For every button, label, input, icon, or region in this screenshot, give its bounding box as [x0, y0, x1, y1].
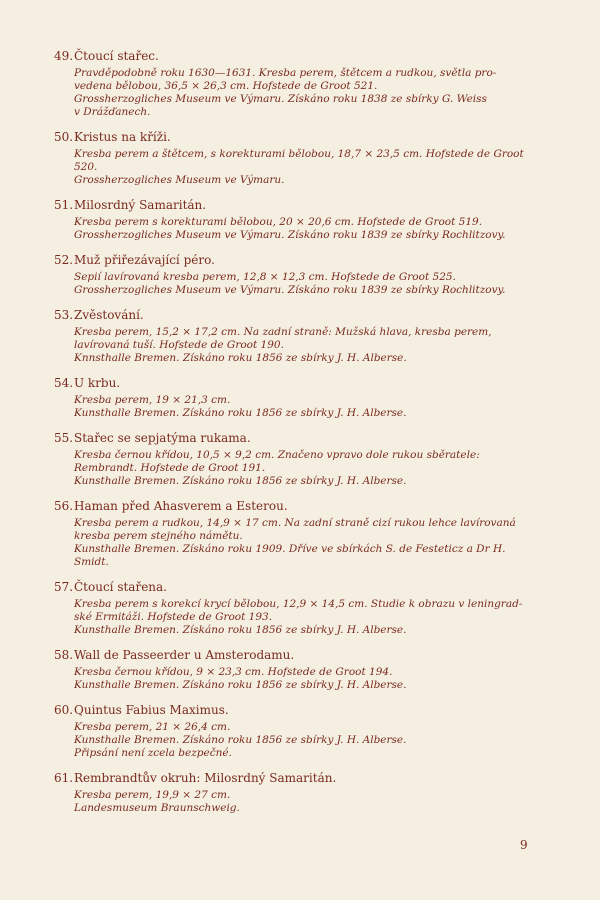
- description-line: Kresba perem, 19,9 × 27 cm.: [74, 789, 231, 801]
- description-line: Kresba perem a rudkou, 14,9 × 17 cm. Na zadní straně cizí rukou lehce lavírovaná: [74, 517, 516, 529]
- description-line: Landesmuseum Braunschweig.: [74, 802, 240, 814]
- entry-title: Čtoucí stařec.: [74, 49, 159, 63]
- description-line: vedena bělobou, 36,5 × 26,3 cm. Hofstede de Groot 521.: [74, 80, 378, 92]
- entry-description: [74, 216, 554, 242]
- description-line: Knnsthalle Bremen. Získáno roku 1856 ze sbírky J. H. Alberse.: [74, 352, 407, 364]
- description-line: v Drážďanech.: [74, 106, 151, 118]
- entry-title: Quintus Fabius Maximus.: [74, 703, 229, 717]
- catalog-entry: [54, 647, 554, 692]
- description-line: Kresba perem, 15,2 × 17,2 cm. Na zadní straně: Mužská hlava, kresba perem,: [74, 326, 492, 338]
- description-line: Kresba černou křídou, 10,5 × 9,2 cm. Značeno vpravo dole rukou sběratele:: [74, 449, 480, 461]
- entry-number: 51.: [54, 198, 74, 212]
- description-line: Kunsthalle Bremen. Získáno roku 1856 ze sbírky J. H. Alberse.: [74, 679, 407, 691]
- description-line: kresba perem stejného námětu.: [74, 530, 243, 542]
- catalog-entry: [54, 430, 554, 488]
- catalog-entry: [54, 375, 554, 420]
- entry-heading: [54, 252, 554, 268]
- entry-heading: [54, 197, 554, 213]
- description-line: Kunsthalle Bremen. Získáno roku 1909. Dříve ve sbírkách S. de Festeticz a Dr H.: [74, 543, 506, 555]
- entry-description: [74, 148, 554, 187]
- catalog-entry: [54, 197, 554, 242]
- description-line: Kresba perem, 21 × 26,4 cm.: [74, 721, 231, 733]
- page-number: 9: [520, 838, 528, 852]
- entry-number: 57.: [54, 580, 74, 594]
- entry-number: 49.: [54, 49, 74, 63]
- entry-number: 60.: [54, 703, 74, 717]
- entry-description: [74, 449, 554, 488]
- entry-title: Rembrandtův okruh: Milosrdný Samaritán.: [74, 771, 337, 785]
- catalog-entry: [54, 498, 554, 569]
- description-line: Kunsthalle Bremen. Získáno roku 1856 ze sbírky J. H. Alberse.: [74, 475, 407, 487]
- description-line: Kresba perem a štětcem, s korekturami bělobou, 18,7 × 23,5 cm. Hofstede de Groot: [74, 148, 524, 160]
- description-line: Pravděpodobně roku 1630—1631. Kresba perem, štětcem a rudkou, světla pro-: [74, 67, 497, 79]
- description-line: Grossherzogliches Museum ve Výmaru. Získáno roku 1839 ze sbírky Rochlitzovy.: [74, 284, 506, 296]
- entry-number: 52.: [54, 253, 74, 267]
- catalog-entry: [54, 252, 554, 297]
- entry-number: 61.: [54, 771, 74, 785]
- description-line: Grossherzogliches Museum ve Výmaru.: [74, 174, 285, 186]
- entry-heading: [54, 579, 554, 595]
- entry-description: [74, 666, 554, 692]
- entry-number: 58.: [54, 648, 74, 662]
- entry-title: Stařec se sepjatýma rukama.: [74, 431, 251, 445]
- catalog-entry: [54, 307, 554, 365]
- description-line: Připsání není zcela bezpečné.: [74, 747, 232, 759]
- entry-heading: [54, 702, 554, 718]
- entry-title: Muž přiřezávající péro.: [74, 253, 215, 267]
- entry-heading: [54, 48, 554, 64]
- description-line: Kresba perem s korekturami bělobou, 20 × 20,6 cm. Hofstede de Groot 519.: [74, 216, 483, 228]
- entry-description: [74, 67, 554, 119]
- entry-description: [74, 721, 554, 760]
- entry-description: [74, 789, 554, 815]
- entry-heading: [54, 770, 554, 786]
- description-line: Grossherzogliches Museum ve Výmaru. Získáno roku 1839 ze sbírky Rochlitzovy.: [74, 229, 506, 241]
- entry-title: Zvěstování.: [74, 308, 144, 322]
- entry-description: [74, 598, 554, 637]
- entry-number: 54.: [54, 376, 74, 390]
- entry-number: 56.: [54, 499, 74, 513]
- description-line: Kresba perem, 19 × 21,3 cm.: [74, 394, 231, 406]
- catalog-entry: [54, 579, 554, 637]
- description-line: Kunsthalle Bremen. Získáno roku 1856 ze sbírky J. H. Alberse.: [74, 734, 407, 746]
- description-line: Kunsthalle Bremen. Získáno roku 1856 ze sbírky J. H. Alberse.: [74, 624, 407, 636]
- catalog-entry: [54, 702, 554, 760]
- description-line: Smidt.: [74, 556, 109, 568]
- entry-title: Wall de Passeerder u Amsterodamu.: [74, 648, 295, 662]
- catalog-entry: [54, 770, 554, 815]
- description-line: Rembrandt. Hofstede de Groot 191.: [74, 462, 266, 474]
- catalog-entries: [54, 48, 554, 825]
- entry-heading: [54, 647, 554, 663]
- entry-title: Milosrdný Samaritán.: [74, 198, 207, 212]
- entry-description: [74, 394, 554, 420]
- entry-title: Kristus na kříži.: [74, 130, 171, 144]
- entry-heading: [54, 307, 554, 323]
- catalog-entry: [54, 129, 554, 187]
- description-line: Kresba perem s korekcí krycí bělobou, 12,9 × 14,5 cm. Studie k obrazu v leningrad-: [74, 598, 523, 610]
- entry-title: U krbu.: [74, 376, 121, 390]
- entry-title: Haman před Ahasverem a Esterou.: [74, 499, 288, 513]
- entry-description: [74, 326, 554, 365]
- entry-title: Čtoucí stařena.: [74, 580, 167, 594]
- description-line: 520.: [74, 161, 98, 173]
- entry-description: [74, 271, 554, 297]
- entry-number: 50.: [54, 130, 74, 144]
- entry-heading: [54, 430, 554, 446]
- description-line: Kunsthalle Bremen. Získáno roku 1856 ze sbírky J. H. Alberse.: [74, 407, 407, 419]
- entry-description: [74, 517, 554, 569]
- entry-heading: [54, 498, 554, 514]
- description-line: Grossherzogliches Museum ve Výmaru. Získáno roku 1838 ze sbírky G. Weiss: [74, 93, 487, 105]
- catalog-entry: [54, 48, 554, 119]
- entry-number: 53.: [54, 308, 74, 322]
- description-line: lavírovaná tuší. Hofstede de Groot 190.: [74, 339, 284, 351]
- entry-heading: [54, 129, 554, 145]
- description-line: ské Ermitáži. Hofstede de Groot 193.: [74, 611, 273, 623]
- description-line: Kresba černou křídou, 9 × 23,3 cm. Hofstede de Groot 194.: [74, 666, 393, 678]
- entry-number: 55.: [54, 431, 74, 445]
- entry-heading: [54, 375, 554, 391]
- description-line: Sepií lavírovaná kresba perem, 12,8 × 12,3 cm. Hofstede de Groot 525.: [74, 271, 456, 283]
